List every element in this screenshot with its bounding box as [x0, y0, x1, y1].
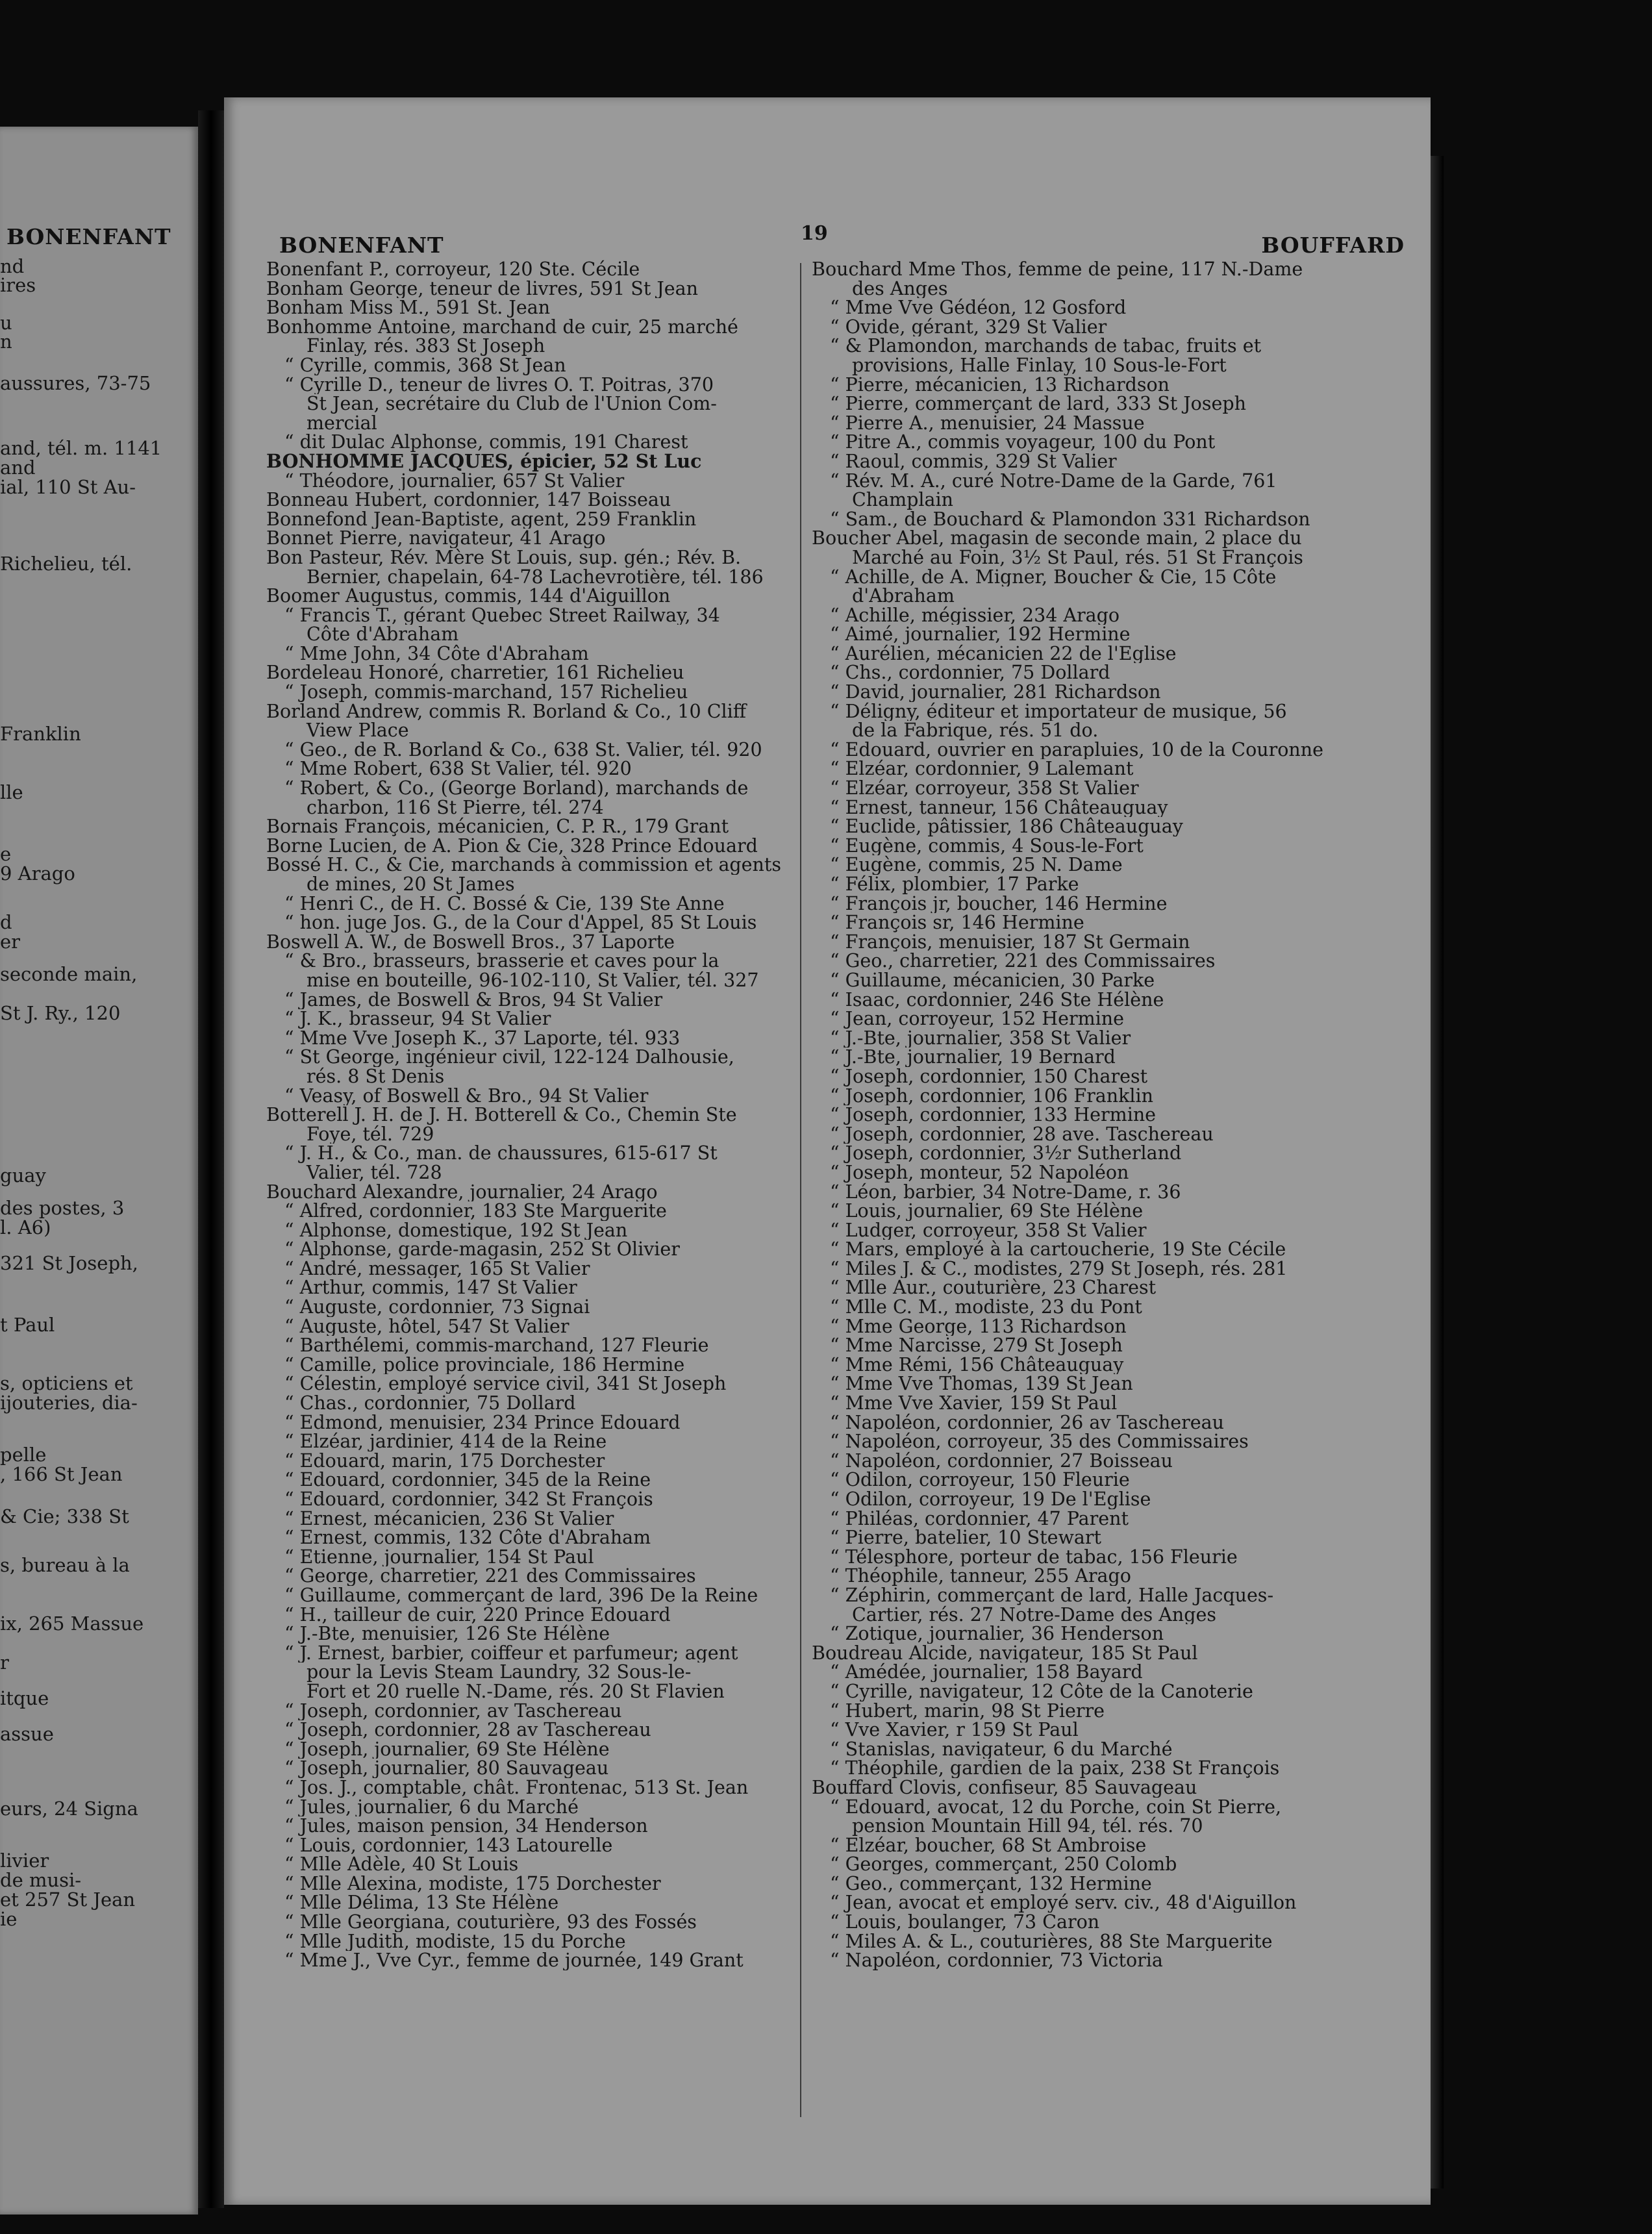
left-running-head: BONENFANT — [6, 224, 171, 249]
directory-entry: “ Elzéar, jardinier, 414 de la Reine — [284, 1432, 607, 1451]
directory-entry: “ Hubert, marin, 98 St Pierre — [830, 1701, 1105, 1721]
directory-entry: Bouffard Clovis, confiseur, 85 Sauvageau — [812, 1777, 1197, 1798]
directory-entry: “ J. H., & Co., man. de chaussures, 615-617 St — [284, 1144, 718, 1163]
directory-entry: “ Barthélemi, commis-marchand, 127 Fleurie — [284, 1336, 709, 1355]
left-text-fragment: e — [0, 843, 12, 865]
running-head-left: BONENFANT — [279, 232, 444, 258]
directory-entry: “ Geo., charretier, 221 des Commissaires — [830, 951, 1216, 971]
directory-entry: “ Louis, boulanger, 73 Caron — [830, 1913, 1100, 1932]
directory-entry: “ Jules, maison pension, 34 Henderson — [284, 1816, 648, 1836]
directory-entry: “ Alphonse, domestique, 192 St Jean — [284, 1220, 628, 1240]
directory-entry: “ Mme Rémi, 156 Châteauguay — [830, 1355, 1124, 1375]
directory-entry: “ Joseph, monteur, 52 Napoléon — [830, 1162, 1129, 1183]
directory-entry: Bonhomme Antoine, marchand de cuir, 25 marché — [266, 317, 738, 337]
directory-entry: “ H., tailleur de cuir, 220 Prince Edouard — [284, 1605, 671, 1625]
directory-entry: “ Mlle Georgiana, couturière, 93 des Fossés — [284, 1913, 697, 1932]
directory-entry: “ Edouard, cordonnier, 345 de la Reine — [284, 1470, 651, 1490]
left-text-fragment: assue — [0, 1723, 54, 1745]
directory-entry: Boucher Abel, magasin de seconde main, 2 place du — [812, 529, 1302, 548]
left-text-fragment: aussures, 73-75 — [0, 372, 151, 394]
directory-entry: “ Chas., cordonnier, 75 Dollard — [284, 1394, 576, 1413]
directory-entry: “ Mme Vve Thomas, 139 St Jean — [830, 1374, 1133, 1394]
directory-entry: “ François jr, boucher, 146 Hermine — [830, 894, 1168, 914]
left-text-fragment: et 257 St Jean — [0, 1889, 136, 1911]
left-text-fragment: ie — [0, 1908, 18, 1930]
left-text-fragment: des postes, 3 — [0, 1197, 125, 1219]
left-text-fragment: er — [0, 931, 21, 953]
directory-entry: “ Cyrille, navigateur, 12 Côte de la Canoterie — [830, 1681, 1253, 1701]
directory-entry: “ Joseph, cordonnier, 28 ave. Taschereau — [830, 1124, 1214, 1144]
directory-entry: Bonnefond Jean-Baptiste, agent, 259 Franklin — [266, 509, 697, 529]
directory-entry: “ & Plamondon, marchands de tabac, fruits et — [830, 336, 1262, 356]
directory-entry: “ François, menuisier, 187 St Germain — [830, 932, 1190, 952]
directory-entry: BONHOMME JACQUES, épicier, 52 St Luc — [266, 451, 702, 471]
directory-entry: “ Mme Vve Xavier, 159 St Paul — [830, 1394, 1118, 1413]
directory-entry: Marché au Foin, 3½ St Paul, rés. 51 St François — [852, 547, 1303, 568]
page-number: 19 — [801, 222, 828, 245]
directory-entry: “ Joseph, cordonnier, 28 av Taschereau — [284, 1720, 651, 1740]
left-text-fragment: St J. Ry., 120 — [0, 1002, 121, 1024]
directory-entry: de mines, 20 St James — [307, 875, 515, 894]
left-text-fragment: Richelieu, tél. — [0, 553, 132, 575]
directory-entry: “ Georges, commerçant, 250 Colomb — [830, 1855, 1177, 1874]
directory-entry: “ Mme George, 113 Richardson — [830, 1316, 1127, 1337]
directory-entry: “ Cyrille, commis, 368 St Jean — [284, 355, 566, 375]
directory-entry: “ Mlle Alexina, modiste, 175 Dorchester — [284, 1874, 661, 1894]
directory-entry: “ Isaac, cordonnier, 246 Ste Hélène — [830, 990, 1164, 1010]
directory-entry: “ Mme Vve Gédéon, 12 Gosford — [830, 298, 1127, 318]
directory-entry: “ J.-Bte, journalier, 19 Bernard — [830, 1048, 1116, 1067]
left-text-fragment: ires — [0, 274, 36, 296]
directory-entry: “ Zotique, journalier, 36 Henderson — [830, 1624, 1164, 1644]
directory-entry: “ dit Dulac Alphonse, commis, 191 Charest — [284, 433, 688, 452]
right-column — [812, 260, 1357, 1970]
directory-entry: “ Pierre, commerçant de lard, 333 St Joseph — [830, 394, 1246, 414]
directory-entry: “ Edouard, avocat, 12 du Porche, coin St Pierre, — [830, 1797, 1282, 1817]
directory-entry: “ Arthur, commis, 147 St Valier — [284, 1278, 577, 1298]
directory-entry: “ Mlle Aur., couturière, 23 Charest — [830, 1278, 1157, 1298]
left-text-fragment: r — [0, 1651, 9, 1674]
directory-entry: “ Etienne, journalier, 154 St Paul — [284, 1547, 594, 1567]
directory-entry: “ Edmond, menuisier, 234 Prince Edouard — [284, 1412, 681, 1433]
directory-entry: Bernier, chapelain, 64-78 Lachevrotière, tél. 186 — [307, 567, 764, 587]
directory-entry: “ François sr, 146 Hermine — [830, 913, 1084, 933]
left-text-fragment: itque — [0, 1687, 49, 1709]
left-text-fragment: de musi- — [0, 1869, 82, 1891]
directory-entry: de la Fabrique, rés. 51 do. — [852, 721, 1099, 740]
directory-entry: View Place — [307, 721, 409, 740]
directory-entry: “ Odilon, corroyeur, 150 Fleurie — [830, 1470, 1130, 1490]
left-column — [266, 260, 812, 1970]
left-text-fragment: ijouteries, dia- — [0, 1392, 138, 1414]
directory-entry: “ Pierre, mécanicien, 13 Richardson — [830, 375, 1170, 395]
directory-entry: des Anges — [852, 279, 948, 299]
directory-entry: “ Ludger, corroyeur, 358 St Valier — [830, 1220, 1147, 1240]
left-text-fragment: n — [0, 331, 12, 353]
directory-entry: “ Théophile, tanneur, 255 Arago — [830, 1566, 1131, 1586]
directory-entry: d'Abraham — [852, 586, 955, 606]
left-text-fragment: u — [0, 312, 12, 334]
column-rule — [800, 263, 801, 2117]
directory-entry: “ Miles A. & L., couturières, 88 Ste Marguerite — [830, 1931, 1273, 1952]
left-text-fragment: lle — [0, 781, 23, 803]
directory-entry: “ Joseph, journalier, 69 Ste Hélène — [284, 1739, 610, 1759]
directory-entry: “ Mars, employé à la cartoucherie, 19 Ste Cécile — [830, 1240, 1286, 1259]
directory-entry: “ David, journalier, 281 Richardson — [830, 683, 1161, 702]
directory-entry: “ Guillaume, mécanicien, 30 Parke — [830, 970, 1155, 990]
directory-entry: “ Jos. J., comptable, chât. Frontenac, 513 St. Jean — [284, 1777, 749, 1798]
directory-entry: “ & Bro., brasseurs, brasserie et caves pour la — [284, 951, 720, 971]
directory-entry: “ Aurélien, mécanicien 22 de l'Eglise — [830, 644, 1177, 664]
directory-entry: “ Félix, plombier, 17 Parke — [830, 875, 1079, 894]
directory-entry: “ Geo., commerçant, 132 Hermine — [830, 1874, 1152, 1894]
directory-entry: “ Joseph, commis-marchand, 157 Richelieu — [284, 683, 688, 702]
left-text-fragment: nd — [0, 255, 25, 277]
directory-entry: “ Jean, avocat et employé serv. civ., 48 d'Aiguillon — [830, 1893, 1297, 1913]
directory-entry: “ Célestin, employé service civil, 341 St Joseph — [284, 1374, 727, 1394]
left-text-fragment: & Cie; 338 St — [0, 1505, 129, 1527]
directory-entry: Bossé H. C., & Cie, marchands à commission et agents — [266, 855, 781, 875]
directory-entry: “ Edouard, cordonnier, 342 St François — [284, 1490, 653, 1509]
directory-entry: Champlain — [852, 490, 953, 510]
directory-entry: “ Pitre A., commis voyageur, 100 du Pont — [830, 433, 1216, 452]
directory-entry: Boswell A. W., de Boswell Bros., 37 Laporte — [266, 932, 675, 952]
directory-entry: Bonham George, teneur de livres, 591 St Jean — [266, 279, 698, 299]
directory-entry: “ Théophile, gardien de la paix, 238 St François — [830, 1759, 1280, 1778]
directory-entry: “ Elzéar, corroyeur, 358 St Valier — [830, 779, 1139, 798]
directory-entry: charbon, 116 St Pierre, tél. 274 — [307, 797, 604, 818]
directory-entry: “ Ernest, commis, 132 Côte d'Abraham — [284, 1528, 651, 1548]
left-text-fragment: and, tél. m. 1141 — [0, 437, 162, 459]
directory-entry: “ Mlle Adèle, 40 St Louis — [284, 1855, 519, 1874]
directory-entry: Bouchard Alexandre, journalier, 24 Arago — [266, 1182, 658, 1202]
left-text-fragment: guay — [0, 1164, 46, 1186]
directory-entry: Borland Andrew, commis R. Borland & Co., 10 Cliff — [266, 701, 747, 722]
directory-entry: “ Achille, mégissier, 234 Arago — [830, 605, 1120, 625]
directory-entry: “ Miles J. & C., modistes, 279 St Joseph, rés. 281 — [830, 1259, 1288, 1279]
directory-entry: “ Ernest, mécanicien, 236 St Valier — [284, 1509, 614, 1529]
directory-entry: “ Edouard, ouvrier en parapluies, 10 de la Couronne — [830, 740, 1323, 760]
directory-entry: pension Mountain Hill 94, tél. rés. 70 — [852, 1816, 1203, 1836]
directory-entry: “ Amédée, journalier, 158 Bayard — [830, 1663, 1143, 1682]
directory-entry: Bonenfant P., corroyeur, 120 Ste. Cécile — [266, 260, 640, 279]
directory-entry: pour la Levis Steam Laundry, 32 Sous-le- — [307, 1663, 692, 1682]
directory-entry: “ Camille, police provinciale, 186 Hermine — [284, 1355, 685, 1375]
directory-entry: “ Vve Xavier, r 159 St Paul — [830, 1720, 1079, 1740]
directory-entry: Bonham Miss M., 591 St. Jean — [266, 298, 551, 318]
directory-page — [224, 97, 1431, 2205]
directory-entry: Borne Lucien, de A. Pion & Cie, 328 Prince Edouard — [266, 836, 758, 856]
left-text-fragment: and — [0, 457, 36, 479]
directory-entry: “ Mme Vve Joseph K., 37 Laporte, tél. 933 — [284, 1028, 681, 1048]
page-edge — [1431, 156, 1444, 2189]
book-gutter — [198, 110, 224, 2208]
directory-entry: “ Philéas, cordonnier, 47 Parent — [830, 1509, 1129, 1529]
directory-entry: “ Elzéar, cordonnier, 9 Lalemant — [830, 759, 1134, 779]
directory-entry: “ Auguste, cordonnier, 73 Signai — [284, 1298, 590, 1317]
directory-entry: “ Napoléon, corroyeur, 35 des Commissaires — [830, 1432, 1249, 1451]
directory-entry: Finlay, rés. 383 St Joseph — [307, 336, 545, 356]
directory-entry: “ Théodore, journalier, 657 St Valier — [284, 471, 625, 491]
directory-entry: “ Edouard, marin, 175 Dorchester — [284, 1451, 605, 1471]
directory-entry: “ Déligny, éditeur et importateur de musique, 56 — [830, 701, 1287, 722]
directory-entry: “ Guillaume, commerçant de lard, 396 De la Reine — [284, 1585, 758, 1605]
directory-entry: “ hon. juge Jos. G., de la Cour d'Appel, 85 St Louis — [284, 913, 757, 933]
directory-entry: “ Raoul, commis, 329 St Valier — [830, 451, 1117, 471]
directory-entry: Bornais François, mécanicien, C. P. R., 179 Grant — [266, 817, 729, 836]
directory-entry: “ Mlle Judith, modiste, 15 du Porche — [284, 1931, 626, 1952]
left-text-fragment: t Paul — [0, 1314, 55, 1336]
directory-entry: “ J. K., brasseur, 94 St Valier — [284, 1009, 551, 1029]
directory-entry: Bonnet Pierre, navigateur, 41 Arago — [266, 529, 606, 548]
directory-entry: “ Napoléon, cordonnier, 26 av Taschereau — [830, 1412, 1224, 1433]
directory-entry: “ Cyrille D., teneur de livres O. T. Poitras, 370 — [284, 375, 714, 395]
directory-entry: “ J. Ernest, barbier, coiffeur et parfumeur; agent — [284, 1643, 738, 1663]
directory-entry: Valier, tél. 728 — [307, 1162, 442, 1183]
directory-entry: mise en bouteille, 96-102-110, St Valier, tél. 327 — [307, 970, 759, 990]
directory-entry: provisions, Halle Finlay, 10 Sous-le-Fort — [852, 355, 1227, 375]
directory-entry: “ Mme J., Vve Cyr., femme de journée, 149 Grant — [284, 1951, 744, 1970]
directory-entry: “ Veasy, of Boswell & Bro., 94 St Valier — [284, 1086, 649, 1106]
directory-entry: Bordeleau Honoré, charretier, 161 Richelieu — [266, 663, 684, 683]
directory-entry: “ Elzéar, boucher, 68 St Ambroise — [830, 1835, 1147, 1855]
directory-entry: “ Joseph, cordonnier, av Taschereau — [284, 1701, 622, 1721]
directory-entry: “ Mme John, 34 Côte d'Abraham — [284, 644, 589, 664]
left-text-fragment: livier — [0, 1850, 49, 1872]
directory-entry: Boudreau Alcide, navigateur, 185 St Paul — [812, 1643, 1198, 1663]
left-text-fragment: l. A6) — [0, 1216, 51, 1238]
directory-entry: “ Mlle Délima, 13 Ste Hélène — [284, 1893, 559, 1913]
left-text-fragment: Franklin — [0, 723, 81, 745]
directory-entry: “ Henri C., de H. C. Bossé & Cie, 139 Ste Anne — [284, 894, 725, 914]
directory-entry: “ Napoléon, cordonnier, 27 Boisseau — [830, 1451, 1173, 1471]
directory-entry: rés. 8 St Denis — [307, 1066, 445, 1086]
directory-entry: Bouchard Mme Thos, femme de peine, 117 N.-Dame — [812, 260, 1303, 279]
directory-entry: Fort et 20 ruelle N.-Dame, rés. 20 St Flavien — [307, 1681, 725, 1701]
directory-entry: Botterell J. H. de J. H. Botterell & Co., Chemin Ste — [266, 1105, 737, 1125]
directory-entry: “ Euclide, pâtissier, 186 Châteauguay — [830, 817, 1183, 836]
directory-entry: “ André, messager, 165 St Valier — [284, 1259, 590, 1279]
directory-entry: “ George, charretier, 221 des Commissaires — [284, 1566, 696, 1586]
left-text-fragment: 321 St Joseph, — [0, 1252, 138, 1274]
directory-entry: “ Sam., de Bouchard & Plamondon 331 Richardson — [830, 509, 1310, 529]
running-head-right: BOUFFARD — [1261, 232, 1405, 258]
left-text-fragment: eurs, 24 Signa — [0, 1798, 138, 1820]
left-text-fragment: 9 Arago — [0, 862, 75, 885]
directory-entry: “ Ovide, gérant, 329 St Valier — [830, 317, 1107, 337]
directory-entry: “ Télesphore, porteur de tabac, 156 Fleurie — [830, 1547, 1238, 1567]
directory-entry: “ Zéphirin, commerçant de lard, Halle Jacques- — [830, 1585, 1274, 1605]
directory-entry: “ Léon, barbier, 34 Notre-Dame, r. 36 — [830, 1182, 1181, 1202]
directory-entry: “ Chs., cordonnier, 75 Dollard — [830, 663, 1110, 683]
left-page-fragment — [0, 127, 198, 2215]
directory-entry: “ Alphonse, garde-magasin, 252 St Olivier — [284, 1240, 680, 1259]
directory-entry: “ Achille, de A. Migner, Boucher & Cie, 15 Côte — [830, 567, 1277, 587]
directory-entry: “ Mlle C. M., modiste, 23 du Pont — [830, 1298, 1142, 1317]
directory-entry: “ Rév. M. A., curé Notre-Dame de la Garde, 761 — [830, 471, 1277, 491]
directory-entry: “ St George, ingénieur civil, 122-124 Dalhousie, — [284, 1048, 734, 1067]
directory-entry: “ Ernest, tanneur, 156 Châteauguay — [830, 797, 1168, 818]
directory-entry: “ Joseph, cordonnier, 150 Charest — [830, 1066, 1148, 1086]
directory-entry: mercial — [307, 413, 377, 433]
directory-entry: Bon Pasteur, Rév. Mère St Louis, sup. gén.; Rév. B. — [266, 547, 742, 568]
left-text-fragment: ial, 110 St Au- — [0, 476, 136, 498]
directory-entry: “ Joseph, journalier, 80 Sauvageau — [284, 1759, 609, 1778]
left-text-fragment: , 166 St Jean — [0, 1463, 123, 1485]
directory-entry: Bonneau Hubert, cordonnier, 147 Boisseau — [266, 490, 671, 510]
directory-entry: “ Mme Robert, 638 St Valier, tél. 920 — [284, 759, 632, 779]
directory-entry: “ Auguste, hôtel, 547 St Valier — [284, 1316, 569, 1337]
left-text-fragment: d — [0, 911, 12, 933]
directory-entry: “ J.-Bte, menuisier, 126 Ste Hélène — [284, 1624, 610, 1644]
directory-entry: “ Francis T., gérant Quebec Street Railway, 34 — [284, 605, 720, 625]
directory-entry: Boomer Augustus, commis, 144 d'Aiguillon — [266, 586, 671, 606]
directory-entry: “ Louis, cordonnier, 143 Latourelle — [284, 1835, 613, 1855]
directory-entry: “ Alfred, cordonnier, 183 Ste Marguerite — [284, 1201, 667, 1221]
directory-entry: “ James, de Boswell & Bros, 94 St Valier — [284, 990, 663, 1010]
directory-entry: “ Joseph, cordonnier, 3½r Sutherland — [830, 1144, 1182, 1163]
directory-entry: “ Pierre A., menuisier, 24 Massue — [830, 413, 1145, 433]
directory-entry: “ Louis, journalier, 69 Ste Hélène — [830, 1201, 1144, 1221]
directory-entry: “ Odilon, corroyeur, 19 De l'Eglise — [830, 1490, 1151, 1509]
directory-entry: “ Eugène, commis, 4 Sous-le-Fort — [830, 836, 1144, 856]
directory-entry: “ Stanislas, navigateur, 6 du Marché — [830, 1739, 1173, 1759]
left-text-fragment: s, bureau à la — [0, 1554, 130, 1576]
left-text-fragment: seconde main, — [0, 963, 138, 985]
directory-entry: Foye, tél. 729 — [307, 1124, 434, 1144]
directory-entry: “ Eugène, commis, 25 N. Dame — [830, 855, 1123, 875]
left-text-fragment: s, opticiens et — [0, 1372, 133, 1394]
directory-entry: “ Mme Narcisse, 279 St Joseph — [830, 1336, 1123, 1355]
directory-entry: “ Geo., de R. Borland & Co., 638 St. Valier, tél. 920 — [284, 740, 762, 760]
directory-entry: “ Jules, journalier, 6 du Marché — [284, 1797, 579, 1817]
directory-entry: “ Pierre, batelier, 10 Stewart — [830, 1528, 1101, 1548]
directory-entry: “ Jean, corroyeur, 152 Hermine — [830, 1009, 1125, 1029]
directory-entry: “ Robert, & Co., (George Borland), marchands de — [284, 779, 749, 798]
left-text-fragment: pelle — [0, 1444, 47, 1466]
directory-entry: “ Joseph, cordonnier, 133 Hermine — [830, 1105, 1157, 1125]
directory-entry: “ Napoléon, cordonnier, 73 Victoria — [830, 1951, 1163, 1970]
directory-entry: “ J.-Bte, journalier, 358 St Valier — [830, 1028, 1131, 1048]
left-text-fragment: ix, 265 Massue — [0, 1613, 144, 1635]
directory-entry: Côte d'Abraham — [307, 625, 459, 644]
directory-entry: “ Joseph, cordonnier, 106 Franklin — [830, 1086, 1153, 1106]
directory-entry: St Jean, secrétaire du Club de l'Union Com- — [307, 394, 717, 414]
directory-entry: Cartier, rés. 27 Notre-Dame des Anges — [852, 1605, 1216, 1625]
directory-entry: “ Aimé, journalier, 192 Hermine — [830, 625, 1131, 644]
